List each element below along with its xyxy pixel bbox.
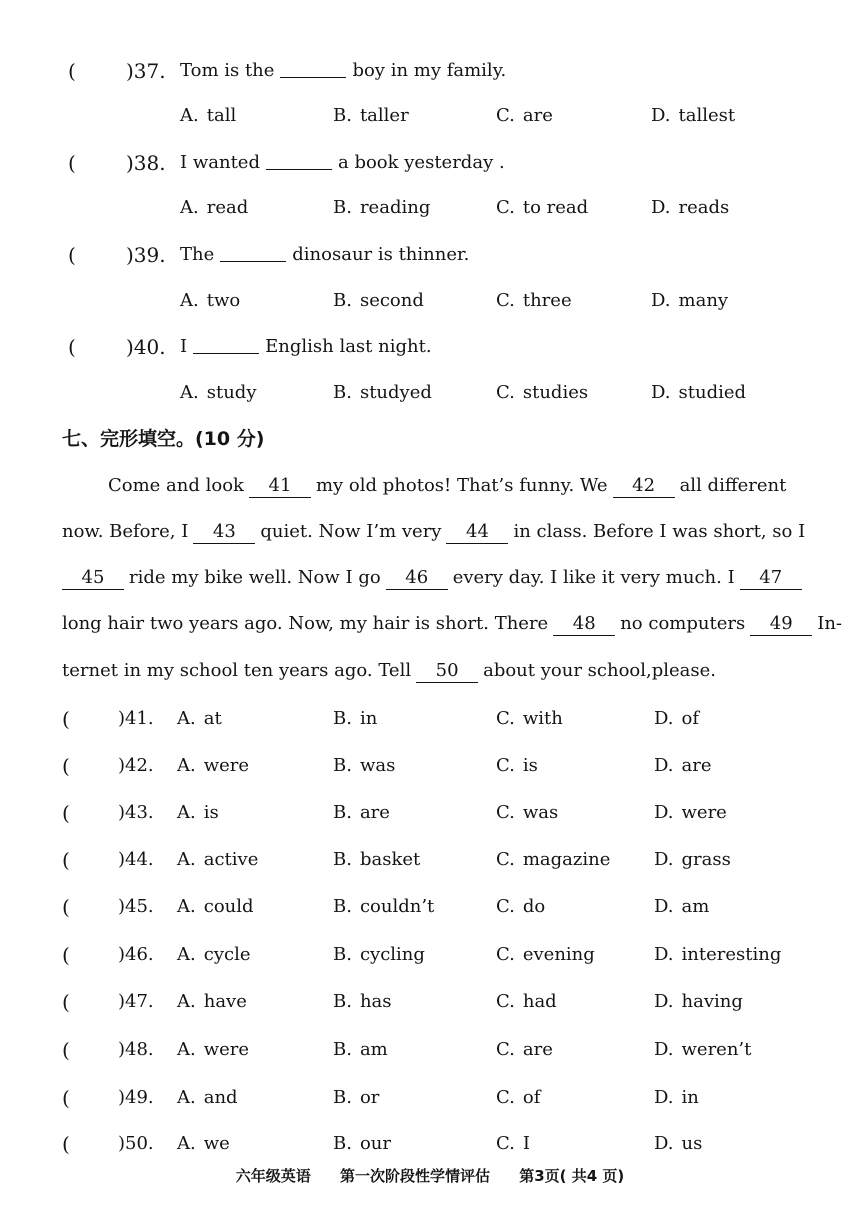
question-number: )45.	[118, 896, 154, 917]
option-d: D. many	[651, 290, 729, 311]
option-a: A. were	[177, 1039, 250, 1060]
cloze-question	[0, 751, 860, 781]
answer-bracket: (	[62, 895, 70, 919]
answer-bracket: (	[62, 754, 70, 778]
cloze-blank: 41	[249, 475, 311, 498]
option-b: B. are	[333, 802, 390, 823]
option-b: B. second	[333, 290, 424, 311]
question-number: )48.	[118, 1039, 154, 1060]
cloze-blank: 48	[553, 613, 615, 636]
option-b: B. am	[333, 1039, 388, 1060]
option-c: C. of	[496, 1087, 541, 1108]
option-d: D. reads	[651, 197, 730, 218]
options-row	[0, 378, 860, 408]
passage-line: Come and look 41 my old photos! That’s funny. We 42 all different	[108, 475, 787, 496]
option-b: B. couldn’t	[333, 896, 435, 917]
cloze-blank: 49	[750, 613, 812, 636]
answer-blank	[220, 243, 286, 262]
option-d: D. am	[654, 896, 710, 917]
question-number: )49.	[118, 1087, 154, 1108]
option-a: A. tall	[180, 105, 237, 126]
answer-blank	[193, 335, 259, 354]
option-d: D. grass	[654, 849, 731, 870]
question-stem: The dinosaur is thinner.	[180, 244, 470, 265]
cloze-blank: 50	[416, 660, 478, 683]
option-c: C. are	[496, 105, 553, 126]
option-b: B. basket	[333, 849, 421, 870]
option-c: C. are	[496, 1039, 553, 1060]
question-number: )39.	[126, 243, 166, 267]
cloze-question	[0, 798, 860, 828]
option-d: D. having	[654, 991, 743, 1012]
option-c: C. do	[496, 896, 546, 917]
answer-bracket: (	[62, 848, 70, 872]
cloze-question	[0, 1083, 860, 1113]
footer-exam: 第一次阶段性学情评估	[339, 1167, 490, 1185]
cloze-blank: 46	[386, 567, 448, 590]
cloze-question	[0, 845, 860, 875]
option-b: B. or	[333, 1087, 380, 1108]
cloze-blank: 44	[446, 521, 508, 544]
answer-bracket: (	[62, 801, 70, 825]
answer-bracket: (	[68, 151, 76, 175]
answer-bracket: (	[68, 335, 76, 359]
option-a: A. two	[180, 290, 241, 311]
answer-blank	[280, 59, 346, 78]
cloze-question	[0, 1129, 860, 1157]
question-number: )43.	[118, 802, 154, 823]
option-b: B. reading	[333, 197, 431, 218]
section-title: 七、完形填空。(10 分)	[62, 428, 265, 450]
option-b: B. has	[333, 991, 392, 1012]
option-b: B. was	[333, 755, 396, 776]
question-number: )38.	[126, 151, 166, 175]
option-d: D. us	[654, 1133, 703, 1154]
option-a: A. were	[177, 755, 250, 776]
mc-question	[0, 240, 860, 270]
question-number: )40.	[126, 335, 166, 359]
option-a: A. and	[177, 1087, 238, 1108]
cloze-blank: 47	[740, 567, 802, 590]
cloze-question	[0, 1035, 860, 1065]
option-c: C. three	[496, 290, 572, 311]
passage-line: long hair two years ago. Now, my hair is short. There 48 no computers 49 In-	[62, 613, 842, 634]
question-stem: I English last night.	[180, 336, 432, 357]
cloze-blank: 45	[62, 567, 124, 590]
question-number: )37.	[126, 59, 166, 83]
answer-blank	[266, 151, 332, 170]
options-row	[0, 286, 860, 316]
option-d: D. weren’t	[654, 1039, 752, 1060]
option-a: A. active	[177, 849, 259, 870]
cloze-question	[0, 892, 860, 922]
answer-bracket: (	[62, 707, 70, 731]
option-b: B. cycling	[333, 944, 425, 965]
option-c: C. evening	[496, 944, 595, 965]
option-a: A. cycle	[177, 944, 251, 965]
answer-bracket: (	[62, 1038, 70, 1062]
option-b: B. studyed	[333, 382, 432, 403]
cloze-question	[0, 704, 860, 734]
option-a: A. could	[177, 896, 254, 917]
option-a: A. we	[177, 1133, 230, 1154]
cloze-blank: 42	[613, 475, 675, 498]
question-number: )47.	[118, 991, 154, 1012]
option-c: C. magazine	[496, 849, 611, 870]
answer-bracket: (	[62, 1086, 70, 1110]
option-c: C. I	[496, 1133, 530, 1154]
option-a: A. have	[177, 991, 247, 1012]
option-b: B. taller	[333, 105, 409, 126]
answer-bracket: (	[62, 1132, 70, 1156]
option-a: A. study	[180, 382, 257, 403]
answer-bracket: (	[68, 243, 76, 267]
footer-subject: 六年级英语	[235, 1167, 311, 1185]
option-d: D. of	[654, 708, 700, 729]
option-c: C. with	[496, 708, 563, 729]
cloze-question	[0, 940, 860, 970]
question-number: )44.	[118, 849, 154, 870]
mc-question	[0, 148, 860, 178]
answer-bracket: (	[62, 943, 70, 967]
question-number: )46.	[118, 944, 154, 965]
options-row	[0, 101, 860, 131]
question-stem: Tom is the boy in my family.	[180, 60, 507, 81]
cloze-blank: 43	[193, 521, 255, 544]
question-number: )50.	[118, 1133, 154, 1154]
option-a: A. at	[177, 708, 222, 729]
option-c: C. is	[496, 755, 538, 776]
option-c: C. studies	[496, 382, 589, 403]
cloze-question	[0, 987, 860, 1017]
option-d: D. in	[654, 1087, 699, 1108]
answer-bracket: (	[62, 990, 70, 1014]
options-row	[0, 193, 860, 223]
option-d: D. were	[654, 802, 727, 823]
question-stem: I wanted a book yesterday .	[180, 152, 505, 173]
option-d: D. interesting	[654, 944, 782, 965]
option-a: A. is	[177, 802, 219, 823]
answer-bracket: (	[68, 59, 76, 83]
page-footer	[0, 1164, 860, 1188]
option-c: C. to read	[496, 197, 589, 218]
option-c: C. had	[496, 991, 557, 1012]
option-d: D. studied	[651, 382, 747, 403]
option-d: D. tallest	[651, 105, 736, 126]
mc-question	[0, 56, 860, 86]
footer-page-number: 第3页( 共4 页)	[519, 1167, 625, 1185]
passage-line: ternet in my school ten years ago. Tell 50 about your school,please.	[62, 660, 716, 681]
option-d: D. are	[654, 755, 712, 776]
option-a: A. read	[180, 197, 249, 218]
question-number: )41.	[118, 708, 154, 729]
option-b: B. our	[333, 1133, 391, 1154]
option-c: C. was	[496, 802, 559, 823]
passage-line: 45 ride my bike well. Now I go 46 every day. I like it very much. I 47	[62, 563, 837, 593]
option-b: B. in	[333, 708, 378, 729]
mc-question	[0, 332, 860, 362]
question-number: )42.	[118, 755, 154, 776]
passage-line: now. Before, I 43 quiet. Now I’m very 44 in class. Before I was short, so I	[62, 521, 806, 542]
